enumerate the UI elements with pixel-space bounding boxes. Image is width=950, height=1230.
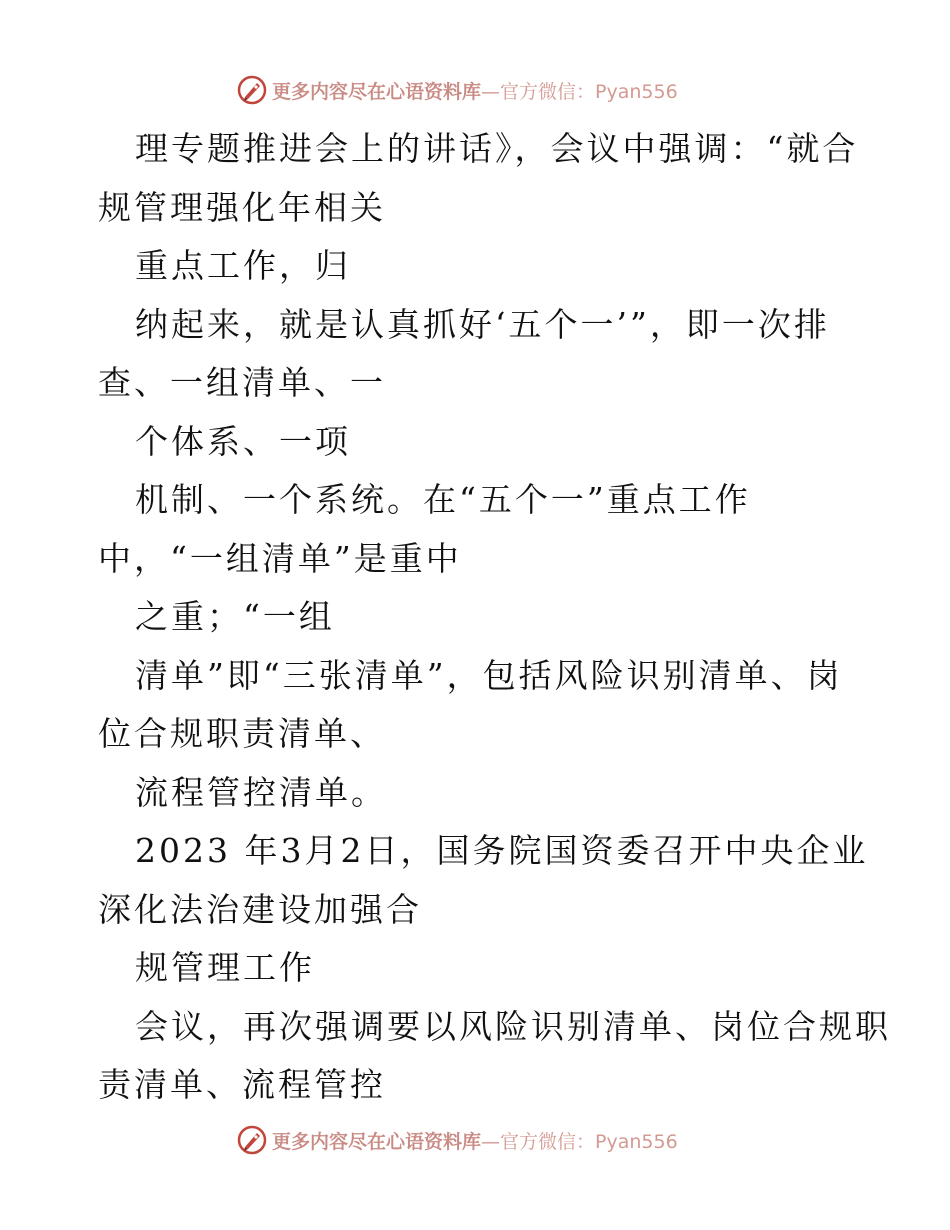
text-line: 规管理工作 <box>135 948 315 987</box>
document-body <box>98 120 891 1115</box>
footer-banner <box>236 1122 678 1158</box>
pen-logo-icon <box>236 74 268 106</box>
text-line: 流程管控清单。 <box>135 772 387 812</box>
footer-banner-title: 更多内容尽在心语资料库 <box>272 1130 482 1153</box>
text-line: 深化法治建设加强合 <box>98 889 422 929</box>
text-line: 重点工作，归 <box>135 246 351 285</box>
text-line: 2023 年3月2日，国务院国资委召开中央企业 <box>135 831 869 870</box>
text-line: 理专题推进会上的讲话》，会议中强调：“就合 <box>135 129 859 168</box>
text-line: 位合规职责清单、 <box>98 714 386 753</box>
text-line: 责清单、流程管控 <box>98 1065 386 1104</box>
footer-banner-wechat: —官方微信：Pyan556 <box>481 1130 678 1153</box>
pen-logo-icon <box>236 1124 268 1156</box>
text-line: 查、一组清单、一 <box>98 363 386 402</box>
text-line: 纳起来，就是认真抓好‘五个一’”，即一次排 <box>135 304 830 344</box>
header-banner-wechat: —官方微信：Pyan556 <box>481 80 678 103</box>
text-line: 清单”即“三张清单”，包括风险识别清单、岗 <box>135 655 843 695</box>
text-line: 机制、一个系统。在“五个一”重点工作 <box>135 480 751 519</box>
text-line: 会议，再次强调要以风险识别清单、岗位合规职 <box>135 1006 891 1046</box>
text-line: 中，“一组清单”是重中 <box>98 538 462 578</box>
text-line: 个体系、一项 <box>135 421 351 461</box>
header-banner-title: 更多内容尽在心语资料库 <box>272 80 482 103</box>
header-banner <box>236 72 678 108</box>
text-line: 之重；“一组 <box>135 597 335 636</box>
text-line: 规管理强化年相关 <box>98 187 386 227</box>
